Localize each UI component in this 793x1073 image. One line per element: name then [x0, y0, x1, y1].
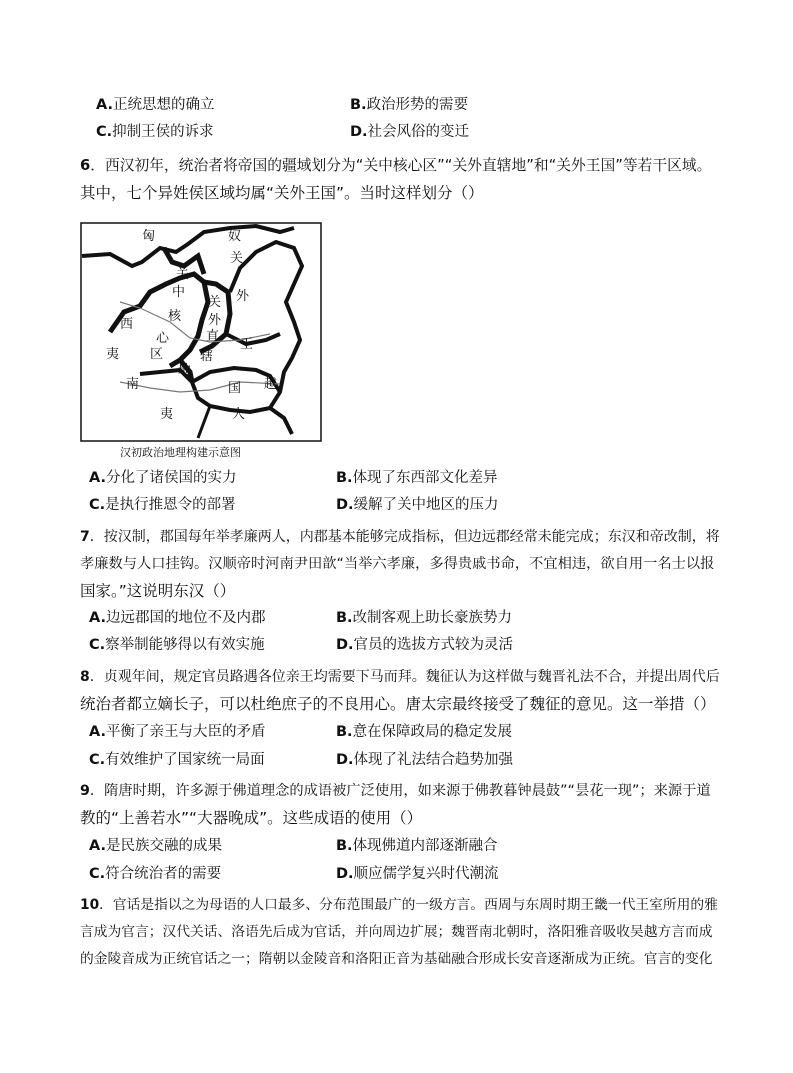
q9-option-c: C.符合统治者的需要 — [89, 866, 222, 882]
q6-option-c: C.是执行推恩令的部署 — [89, 497, 236, 513]
q7-option-d: D.官员的选拔方式较为灵活 — [336, 637, 514, 653]
map-label-zhixia-5: 地 — [178, 363, 192, 378]
map-label-nanyi-1: 南 — [126, 377, 140, 392]
q5-option-a: A.正统思想的确立 — [96, 97, 215, 113]
map-label-guanzhong-2: 中 — [172, 285, 186, 300]
q10-stem-line-3: 的金陵音成为正统官话之一；隋朝以金陵音和洛阳正音为基础融合形成长安音逐渐成为正统。官言的变化 — [80, 951, 713, 967]
q6-stem-line-2: 其中，七个异姓侯区域均属“关外王国”。当时这样划分（） — [80, 184, 484, 202]
q7-stem-line-2: 孝廉数与人口挂钩。汉顺帝时河南尹田歆“当举六孝廉，多得贵戚书命，不宜相违，欲自用一名士以报 — [80, 556, 715, 572]
map-label-guanzhong-4: 心 — [156, 331, 170, 346]
map-label-wangguo-1: 关 — [230, 251, 244, 266]
map-label-wangguo-4: 国 — [228, 381, 242, 396]
q8-stem-line-1: 8．贞观年间，规定官员路遇各位亲王均需要下马而拜。魏征认为这样做与魏晋礼法不合，并提出周代后 — [80, 669, 720, 685]
q9-option-d: D.顺应儒学复兴时代潮流 — [336, 866, 499, 882]
map-label-wangguo-2: 外 — [236, 289, 250, 304]
q5-option-b: B.政治形势的需要 — [350, 97, 469, 113]
map-label-zhixia-2: 外 — [208, 313, 222, 328]
han-political-map — [80, 222, 322, 462]
q6-option-b: B.体现了东西部文化差异 — [336, 470, 498, 486]
q7-stem-line-3: 国家。”这说明东汉（） — [80, 582, 236, 600]
q9-option-b: B.体现佛道内部逐渐融合 — [336, 838, 498, 854]
q8-stem-line-2: 统治者都立嫡长子，可以杜绝庶子的不良用心。唐太宗最终接受了魏征的意见。这一举措（） — [80, 695, 716, 713]
map-label-guanzhong-3: 核 — [168, 309, 182, 324]
map-label-zhixia-1: 关 — [208, 295, 222, 310]
q8-option-c: C.有效维护了国家统一局面 — [89, 752, 265, 768]
map-label-nanyi-2: 夷 — [160, 407, 174, 422]
map-graphic — [80, 222, 322, 462]
q5-option-d: D.社会风俗的变迁 — [350, 124, 470, 140]
map-label-yue: 越 — [264, 377, 278, 392]
map-caption: 汉初政治地理构建示意图 — [120, 446, 241, 459]
q8-option-b: B.意在保障政局的稳定发展 — [336, 724, 513, 740]
q10-stem-line-2: 言成为官言；汉代关话、洛语先后成为官话，并向周边扩展；魏晋南北朝时，洛阳雅音吸收吴越方言而成 — [80, 924, 713, 940]
map-label-guanzhong-1: 关 — [176, 267, 190, 282]
q6-option-a: A.分化了诸侯国的实力 — [89, 470, 237, 486]
map-label-ren: 人 — [232, 407, 246, 422]
map-label-xiyi-2: 夷 — [106, 347, 120, 362]
q9-stem-line-1: 9．隋唐时期，许多源于佛道理念的成语被广泛使用，如来源于佛教暮钟晨鼓”“昙花一现”；来源于道 — [80, 783, 711, 799]
q7-option-a: A.边远郡国的地位不及内郡 — [89, 610, 266, 626]
map-label-guanzhong-5: 区 — [150, 347, 164, 362]
map-label-xiongnu-1: 匈 — [142, 229, 156, 244]
q8-option-d: D.体现了礼法结合趋势加强 — [336, 752, 514, 768]
map-label-xiongnu-2: 奴 — [228, 229, 242, 244]
q6-stem-line-1: 6．西汉初年，统治者将帝国的疆域划分为“关中核心区”“关外直辖地”和“关外王国”等若干区域。 — [80, 157, 712, 174]
q7-stem-line-1: 7．按汉制，郡国每年举孝廉两人，内郡基本能够完成指标，但边远郡经常未能完成；东汉和帝改制，将 — [80, 529, 720, 545]
q10-stem-line-1: 10．官话是指以之为母语的人口最多、分布范围最广的一级方言。西周与东周时期王畿一代王室所用的雅 — [80, 897, 718, 913]
q8-option-a: A.平衡了亲王与大臣的矛盾 — [89, 724, 266, 740]
q6-option-d: D.缓解了关中地区的压力 — [336, 497, 499, 513]
map-label-zhixia-3: 直 — [206, 329, 220, 344]
q7-option-c: C.察举制能够得以有效实施 — [89, 637, 265, 653]
map-label-xiyi-1: 西 — [120, 317, 134, 332]
map-label-zhixia-4: 辖 — [200, 349, 214, 364]
q7-option-b: B.改制客观上助长豪族势力 — [336, 610, 513, 626]
q9-option-a: A.是民族交融的成果 — [89, 838, 222, 854]
q9-stem-line-2: 教的“上善若水”“大器晚成”。这些成语的使用（） — [80, 809, 423, 827]
map-label-wangguo-3: 王 — [240, 337, 254, 352]
q5-option-c: C.抑制王侯的诉求 — [96, 124, 214, 140]
